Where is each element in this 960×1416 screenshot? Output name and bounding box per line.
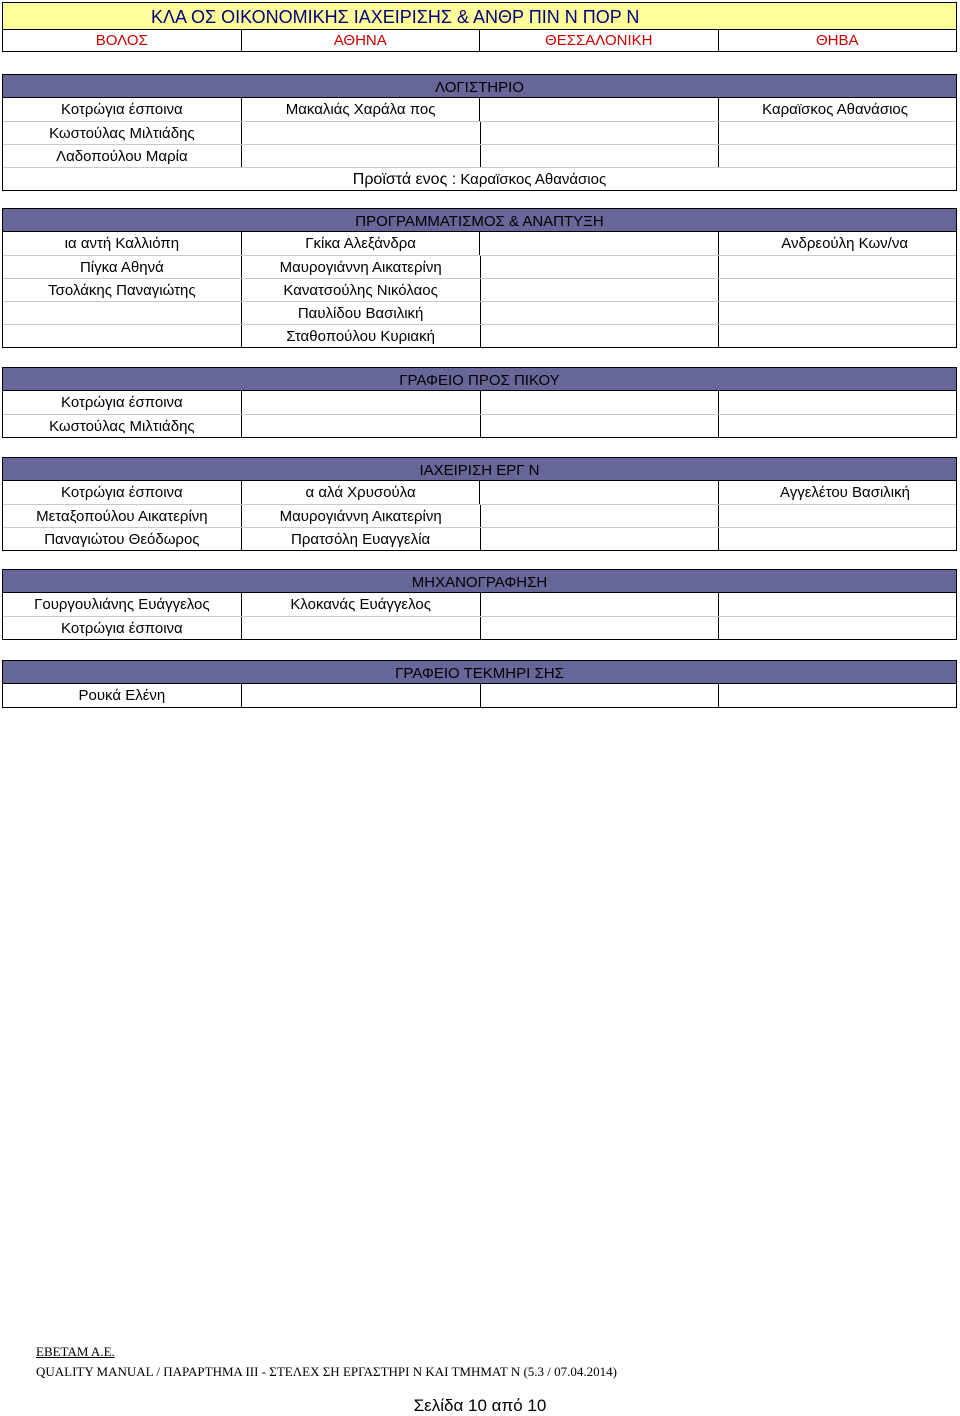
staff-cell: Αγγελέτου Βασιλική	[780, 484, 910, 501]
staff-grid	[2, 391, 957, 438]
staff-cell: Κοτρώγια έσποινα	[3, 481, 242, 504]
supervisor-line	[353, 168, 606, 190]
city-thessaloniki: ΘΕΣΣΑΛΟΝΙΚΗ	[480, 30, 719, 51]
staff-cell: Κοτρώγια έσποινα	[3, 391, 242, 414]
staff-cell: Κοτρώγια έσποινα	[3, 617, 242, 639]
section-header-bar	[2, 457, 957, 481]
section-title: ΜΗΧΑΝΟΓΡΑΦΗΣΗ	[411, 574, 548, 591]
staff-cell	[719, 256, 956, 278]
staff-cell: Κοτρώγια έσποινα	[3, 98, 242, 121]
staff-cell	[481, 145, 720, 167]
table-row	[3, 414, 956, 437]
staff-cell	[719, 325, 956, 347]
staff-cell: Μαυρογιάννη Αικατερίνη	[242, 256, 481, 278]
staff-cell	[481, 415, 720, 437]
staff-cell	[3, 302, 242, 324]
staff-cell: Κωστούλας Μιλτιάδης	[3, 122, 242, 144]
staff-cell	[719, 617, 956, 639]
table-row	[3, 684, 956, 707]
supervisor-label: Προϊστά ενος :	[352, 171, 457, 188]
staff-cell: Κλοκανάς Ευάγγελος	[242, 593, 481, 616]
staff-cell	[719, 302, 956, 324]
section-logistirio	[2, 74, 957, 191]
city-volos: ΒΟΛΟΣ	[3, 30, 242, 51]
staff-grid	[2, 232, 957, 348]
table-row	[3, 504, 956, 527]
supervisor-name: Καραϊσκος Αθανάσιος	[460, 171, 607, 188]
staff-cell: Μαυρογιάννη Αικατερίνη	[242, 505, 481, 527]
staff-cell: Πίγκα Αθηνά	[3, 256, 242, 278]
section-title: ΙΑΧΕΙΡΙΣΗ ΕΡΓ Ν	[419, 462, 540, 479]
staff-cell: Μακαλιάς Χαράλα πος	[242, 98, 481, 121]
staff-cell: α αλά Χρυσούλα	[242, 481, 481, 504]
staff-cell: Πρατσόλη Ευαγγελία	[242, 528, 481, 550]
table-row	[3, 121, 956, 144]
staff-grid	[2, 684, 957, 708]
staff-cell	[242, 617, 481, 639]
table-row	[3, 98, 956, 121]
staff-cell	[719, 415, 956, 437]
staff-cell	[481, 391, 720, 414]
footer-manual-ref: QUALITY MANUAL / ΠΑΡΑΡΤΗΜΑ ΙΙΙ - ΣΤΕΛΕΧ ΣΗ ΕΡΓΑΣΤΗΡΙ Ν ΚΑΙ ΤΜΗΜΑΤ Ν (5.3 / 07.04.2014)	[36, 1364, 617, 1379]
section-diaxeirisi	[2, 457, 957, 551]
table-row	[3, 616, 956, 639]
section-title: ΠΡΟΓΡΑΜΜΑΤΙΣΜΟΣ & ΑΝΑΠΤΥΞΗ	[355, 213, 604, 230]
section-tekmiriosi	[2, 660, 957, 708]
staff-grid	[2, 98, 957, 191]
supervisor-row	[3, 167, 956, 190]
section-header-bar	[2, 367, 957, 391]
table-row	[3, 527, 956, 550]
table-row	[3, 391, 956, 414]
page-title: ΚΛΑ ΟΣ ΟΙΚΟΝΟΜΙΚΗΣ ΙΑΧΕΙΡΙΣΗΣ & ΑΝΘΡ ΠΙΝ Ν ΠΟΡ Ν	[2, 2, 957, 30]
section-michanografisi	[2, 569, 957, 640]
staff-cell	[481, 256, 720, 278]
table-row	[3, 301, 956, 324]
staff-cell: Καραϊσκος Αθανάσιος	[762, 101, 908, 118]
staff-cell	[719, 279, 956, 301]
staff-cell: ια αντή Καλλιόπη	[3, 232, 242, 255]
table-row	[3, 232, 956, 255]
table-row	[3, 324, 956, 347]
staff-cell	[719, 122, 956, 144]
staff-cell	[719, 505, 956, 527]
staff-cell	[481, 279, 720, 301]
staff-cell	[242, 391, 481, 414]
staff-cell	[242, 684, 481, 707]
table-row	[3, 278, 956, 301]
staff-cell: Κανατσούλης Νικόλαος	[242, 279, 481, 301]
staff-cell	[719, 684, 956, 707]
section-title: ΛΟΓΙΣΤΗΡΙΟ	[435, 79, 524, 96]
staff-cell	[719, 391, 956, 414]
city-header-row	[2, 30, 957, 52]
table-row	[3, 144, 956, 167]
staff-cell: Κωστούλας Μιλτιάδης	[3, 415, 242, 437]
section-header-bar	[2, 74, 957, 98]
staff-cell	[719, 145, 956, 167]
section-header-bar	[2, 208, 957, 232]
staff-grid	[2, 593, 957, 640]
staff-cell: Γκίκα Αλεξάνδρα	[242, 232, 481, 255]
staff-cell	[480, 481, 719, 504]
staff-cell	[481, 302, 720, 324]
table-row	[3, 593, 956, 616]
section-header-bar	[2, 569, 957, 593]
staff-cell	[242, 145, 481, 167]
staff-cell	[481, 505, 720, 527]
staff-cell: Ρουκά Ελένη	[3, 684, 242, 707]
staff-grid	[2, 481, 957, 551]
staff-cell	[480, 98, 719, 121]
section-header-bar	[2, 660, 957, 684]
staff-cell: Παυλίδου Βασιλική	[242, 302, 481, 324]
section-title: ΓΡΑΦΕΙΟ ΠΡΟΣ ΠΙΚΟΥ	[399, 372, 560, 389]
city-athens: ΑΘΗΝΑ	[242, 30, 481, 51]
staff-cell: Τσολάκης Παναγιώτης	[3, 279, 242, 301]
page-number: Σελίδα 10 από 10	[413, 1396, 547, 1415]
staff-cell	[719, 528, 956, 550]
table-row	[3, 481, 956, 504]
staff-cell	[481, 122, 720, 144]
table-row	[3, 255, 956, 278]
staff-cell	[480, 232, 719, 255]
staff-cell: Γουργουλιάνης Ευάγγελος	[3, 593, 242, 616]
staff-cell: Ανδρεούλη Κων/να	[781, 235, 908, 252]
staff-cell	[481, 593, 720, 616]
staff-cell	[481, 528, 720, 550]
staff-cell	[719, 593, 956, 616]
staff-cell	[242, 122, 481, 144]
staff-cell	[481, 684, 720, 707]
staff-cell	[242, 415, 481, 437]
staff-cell	[481, 617, 720, 639]
section-prosopiko	[2, 367, 957, 438]
footer-company: ΕΒΕΤΑΜ Α.Ε.	[36, 1344, 115, 1359]
staff-cell: Μεταξοπούλου Αικατερίνη	[3, 505, 242, 527]
staff-cell	[3, 325, 242, 347]
staff-cell: Σταθοπούλου Κυριακή	[242, 325, 481, 347]
staff-cell: Λαδοπούλου Μαρία	[3, 145, 242, 167]
section-programmatismos	[2, 208, 957, 348]
staff-cell: Παναγιώτου Θεόδωρος	[3, 528, 242, 550]
city-thiva: ΘΗΒΑ	[815, 32, 859, 49]
staff-cell	[481, 325, 720, 347]
section-title: ΓΡΑΦΕΙΟ ΤΕΚΜΗΡΙ ΣΗΣ	[395, 665, 564, 682]
